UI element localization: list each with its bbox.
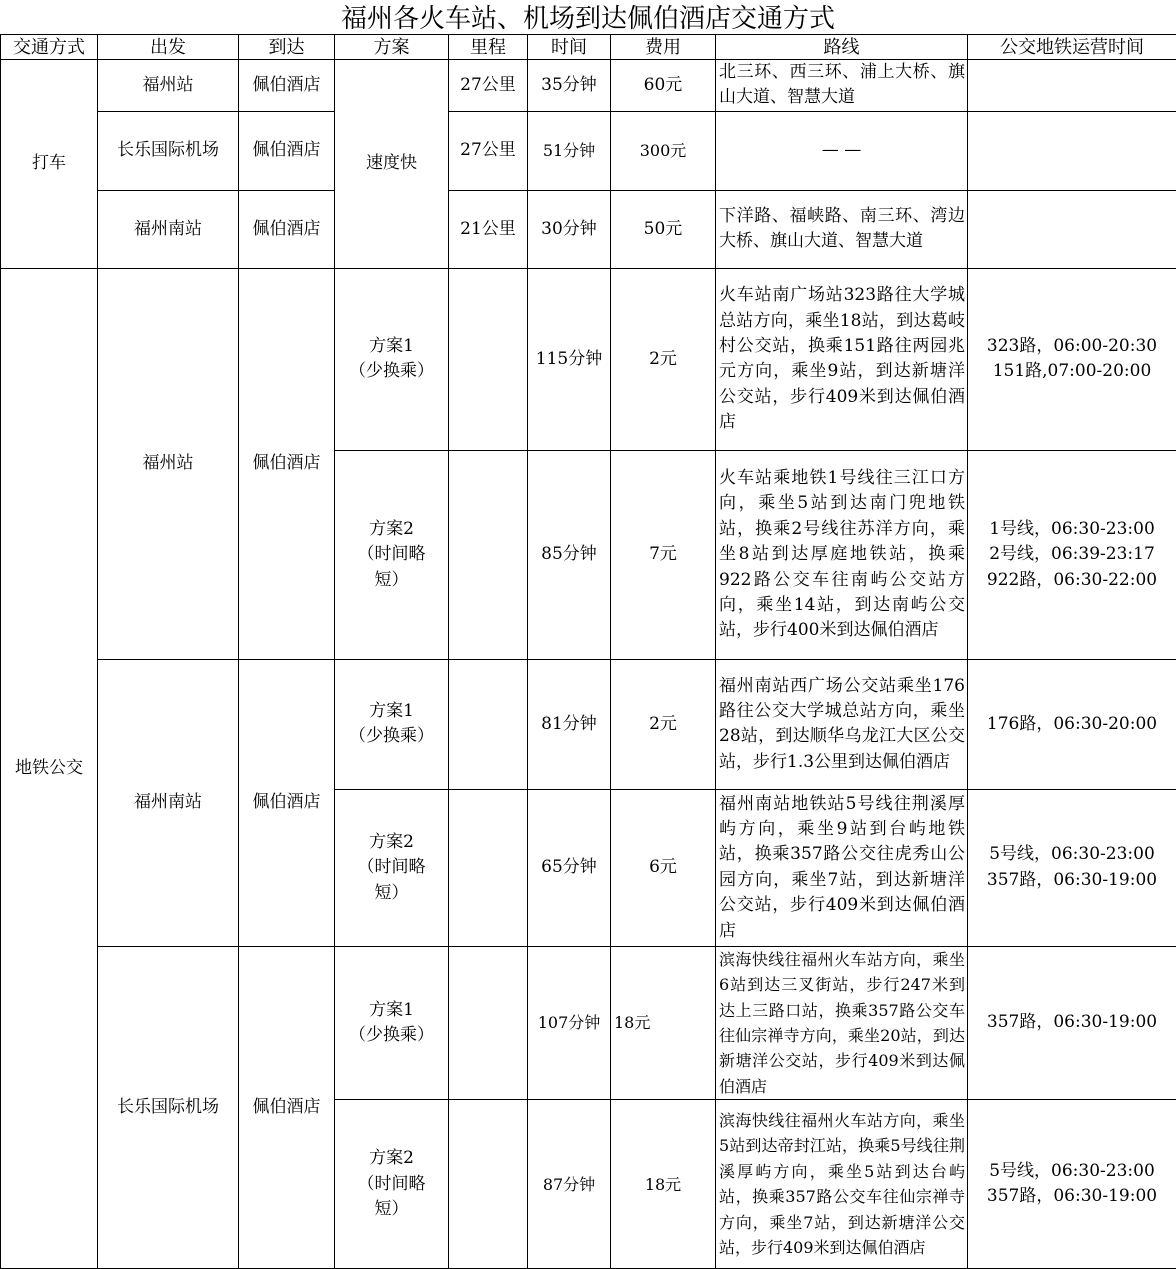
plan-cell: 方案2 （时间略 短） (335, 789, 449, 946)
mode-cell-taxi: 打车 (1, 60, 98, 269)
to-cell: 佩伯酒店 (239, 268, 335, 659)
from-cell: 福州站 (98, 268, 239, 659)
distance-cell (449, 1100, 528, 1269)
hours-cell: 1号线，06:30-23:00 2号线，06:39-23:17 922路，06:30-22:00 (968, 450, 1176, 659)
cost-cell: 7元 (611, 450, 716, 659)
hours-cell: 323路，06:00-20:30 151路,07:00-20:00 (968, 268, 1176, 450)
distance-cell (449, 268, 528, 450)
route-cell: 滨海快线往福州火车站方向，乘坐6站到达三叉街站，步行247米到达上三路口站，换乘357路公交车往仙宗禅寺方向，乘坐20站，到达新塘洋公交站，步行409米到达佩伯酒店 (716, 946, 968, 1099)
hours-cell: 357路，06:30-19:00 (968, 946, 1176, 1099)
header-mode: 交通方式 (1, 35, 98, 60)
route-cell: 福州南站西广场公交站乘坐176路往公交大学城总站方向，乘坐28站，到达顺华乌龙江大区公交站，步行1.3公里到达佩伯酒店 (716, 659, 968, 789)
table-row (1, 111, 1176, 190)
distance-cell (449, 659, 528, 789)
cost-cell: 2元 (611, 268, 716, 450)
to-cell: 佩伯酒店 (239, 111, 335, 190)
header-route: 路线 (716, 35, 968, 60)
hours-cell (968, 190, 1176, 268)
route-cell: 北三环、西三环、浦上大桥、旗山大道、智慧大道 (716, 60, 968, 112)
table-row (1, 946, 1176, 1099)
route-cell: 火车站乘地铁1号线往三江口方向，乘坐5站到达南门兜地铁站，换乘2号线往苏洋方向，乘坐8站到达厚庭地铁站，换乘922路公交车往南屿公交站方向，乘坐14站，到达南屿公交站，步行400米到达佩伯酒店 (716, 450, 968, 659)
plan-cell: 方案2 （时间略 短） (335, 450, 449, 659)
time-cell: 85分钟 (528, 450, 611, 659)
route-cell: 滨海快线往福州火车站方向，乘坐5站到达帝封江站，换乘5号线往荆溪厚屿方向，乘坐5站到达台屿站，换乘357路公交车往仙宗禅寺方向，乘坐7站，到达新塘洋公交站，步行409米到达佩伯酒店 (716, 1100, 968, 1269)
time-cell: 65分钟 (528, 789, 611, 946)
plan-cell: 方案1 （少换乘） (335, 946, 449, 1099)
mode-cell-transit: 地铁公交 (1, 268, 98, 1268)
to-cell: 佩伯酒店 (239, 946, 335, 1268)
distance-cell (449, 789, 528, 946)
plan-cell-taxi: 速度快 (335, 60, 449, 269)
cost-cell: 6元 (611, 789, 716, 946)
header-distance: 里程 (449, 35, 528, 60)
to-cell: 佩伯酒店 (239, 659, 335, 946)
header-hours: 公交地铁运营时间 (968, 35, 1176, 60)
route-cell: 火车站南广场站323路往大学城总站方向，乘坐18站，到达葛岐村公交站，换乘151路往两园兆元方向，乘坐9站，到达新塘洋公交站，步行409米到达佩伯酒店 (716, 268, 968, 450)
to-cell: 佩伯酒店 (239, 60, 335, 112)
cost-cell: 300元 (611, 111, 716, 190)
header-from: 出发 (98, 35, 239, 60)
time-cell: 107分钟 (528, 946, 611, 1099)
hours-cell: 5号线，06:30-23:00 357路，06:30-19:00 (968, 789, 1176, 946)
time-cell: 51分钟 (528, 111, 611, 190)
route-cell: — — (716, 111, 968, 190)
plan-cell: 方案1 （少换乘） (335, 659, 449, 789)
from-cell: 长乐国际机场 (98, 111, 239, 190)
table-row (1, 60, 1176, 112)
plan-cell: 方案1 （少换乘） (335, 268, 449, 450)
header-time: 时间 (528, 35, 611, 60)
table-row (1, 190, 1176, 268)
distance-cell (449, 450, 528, 659)
header-cost: 费用 (611, 35, 716, 60)
from-cell: 福州南站 (98, 659, 239, 946)
distance-cell: 27公里 (449, 111, 528, 190)
transport-table (0, 34, 1176, 1269)
hours-cell: 5号线，06:30-23:00 357路，06:30-19:00 (968, 1100, 1176, 1269)
page-title: 福州各火车站、机场到达佩伯酒店交通方式 (0, 0, 1176, 34)
time-cell: 115分钟 (528, 268, 611, 450)
distance-cell (449, 946, 528, 1099)
cost-cell: 2元 (611, 659, 716, 789)
header-row (1, 35, 1176, 60)
from-cell: 福州站 (98, 60, 239, 112)
cost-cell: 50元 (611, 190, 716, 268)
table-row (1, 659, 1176, 789)
cost-cell: 60元 (611, 60, 716, 112)
route-cell: 下洋路、福峡路、南三环、湾边大桥、旗山大道、智慧大道 (716, 190, 968, 268)
hours-cell (968, 111, 1176, 190)
from-cell: 福州南站 (98, 190, 239, 268)
to-cell: 佩伯酒店 (239, 190, 335, 268)
distance-cell: 21公里 (449, 190, 528, 268)
hours-cell: 176路，06:30-20:00 (968, 659, 1176, 789)
cost-cell: 18元 (611, 1100, 716, 1269)
plan-cell: 方案2 （时间略 短） (335, 1100, 449, 1269)
time-cell: 35分钟 (528, 60, 611, 112)
hours-cell (968, 60, 1176, 112)
from-cell: 长乐国际机场 (98, 946, 239, 1268)
table-row (1, 268, 1176, 450)
distance-cell: 27公里 (449, 60, 528, 112)
header-plan: 方案 (335, 35, 449, 60)
route-cell: 福州南站地铁站5号线往荆溪厚屿方向，乘坐9站到台屿地铁站，换乘357路公交往虎秀山公园方向，乘坐7站，到达新塘洋公交站，步行409米到达佩伯酒店 (716, 789, 968, 946)
time-cell: 81分钟 (528, 659, 611, 789)
cost-cell: 18元 (611, 946, 716, 1099)
time-cell: 30分钟 (528, 190, 611, 268)
time-cell: 87分钟 (528, 1100, 611, 1269)
header-to: 到达 (239, 35, 335, 60)
